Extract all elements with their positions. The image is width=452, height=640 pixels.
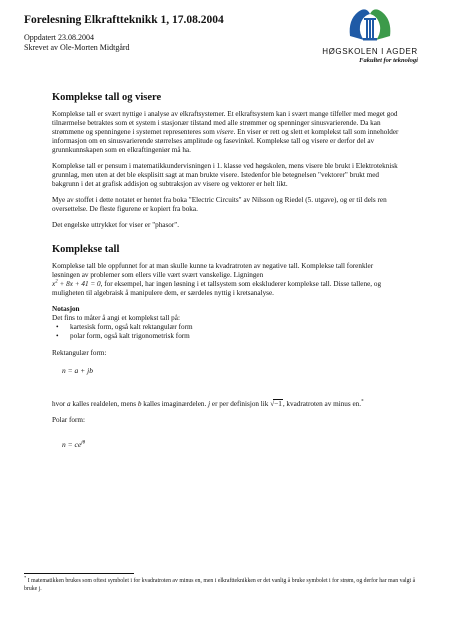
document-body [52,92,402,459]
bullet-icon: • [56,332,59,340]
equation-inline: $x^2 + 8x + 41 = 0$ [52,279,101,288]
university-name: HØGSKOLEN I AGDER [322,47,418,56]
polar-formula: $n = ce^{j\theta}$ [62,440,86,449]
footnote: * I matematikken brukes som oftest symbolet i for kvadratroten av minus en, men i elkraftteknikken er det vanlig å bruke symbolet i for strøm, og derfor har man valgt å bruke j. [24,575,416,592]
footnote-reference[interactable]: * [361,399,364,405]
real-imag-paragraph: hvor a kalles realdelen, mens b kalles imaginærdelen. j er per definisjon lik √−1, kvadratroten av minus en.* [52,399,364,408]
complex-intro-paragraph: Komplekse tall ble oppfunnet for at man skulle kunne ta kvadratroten av negative tall. Komplekse tall forenkler løsningen av problemer som ellers ville vært svært vanskelige. Ligningen $x^2 + 8x + 41 = 0$, for eksempel, har ingen løsning i et tallsystem som ekskluderer komplekse tall. Disse tallene, og muligheten til algebraisk å manipulere dem, er særdeles nyttig i kretsanalyse. [52,262,382,297]
author-line: Skrevet av Ole-Morten Midtgård [24,43,130,52]
notation-lead: Det fins to måter å angi et komplekst tall på: [52,314,180,322]
rectangular-form-label: Rektangulær form: [52,349,107,357]
rectangular-formula: n = a + jb [62,366,93,375]
university-logo [322,6,418,64]
sqrt-argument: −1 [274,400,282,408]
polar-form-label: Polar form: [52,416,85,424]
university-emblem-icon [344,6,396,46]
curriculum-paragraph: Komplekse tall er pensum i matematikkundervisningen i 1. klasse ved høgskolen, mens visere ble brukt i Elektroteknisk grunnlag, men uten at det ble eksplisitt sagt at man brukte visere. Istedenfor ble betegnelsen "vektorer" brukt med bakgrunn i det at grafisk addisjon og subtraksjon av visere og vektorer er helt likt. [52,162,398,188]
bullet-icon: • [56,323,59,331]
phasor-paragraph: Det engelske uttrykket for viser er "phasor". [52,221,180,229]
faculty-name: Fakultet for teknologi [359,57,418,64]
footnote-divider [24,573,134,574]
list-item: • polar form, også kalt trigonometrisk form [56,332,190,340]
notation-heading: Notasjon [52,305,80,313]
intro-paragraph: Komplekse tall er svært nyttige i analyse av elkraftsystemer. Et elkraftsystem kan i svært mange tilfeller med meget god tilnærmelse betraktes som et system i stasjonær tilstand med alle strømmer og spenninger sinusvarierende. Da kan strømmene og spenningene i systemet representeres som visere. En viser er rett og slett et komplekst tall som inneholder informasjon om en sinusvarierende størrelses amplitude og fasevinkel. Komplekse tall og visere er derfor del av grunnkunnskapen som en elkraftingeniør må ha. [52,110,399,154]
section-heading-komplekse-tall-og-visere: Komplekse tall og visere [52,92,162,103]
list-item: • kartesisk form, også kalt rektangulær form [56,323,193,331]
source-paragraph: Mye av stoffet i dette notatet er hentet fra boka "Electric Circuits" av Nilsson og Riedel (5. utgave), og er til dels ren oversettelse. De fleste figurene er kopiert fra boka. [52,196,387,213]
section-heading-komplekse-tall: Komplekse tall [52,244,120,255]
document-title: Forelesning Elkraftteknikk 1, 17.08.2004 [24,14,224,26]
notation-list [52,323,402,341]
updated-date: Oppdatert 23.08.2004 [24,33,94,42]
